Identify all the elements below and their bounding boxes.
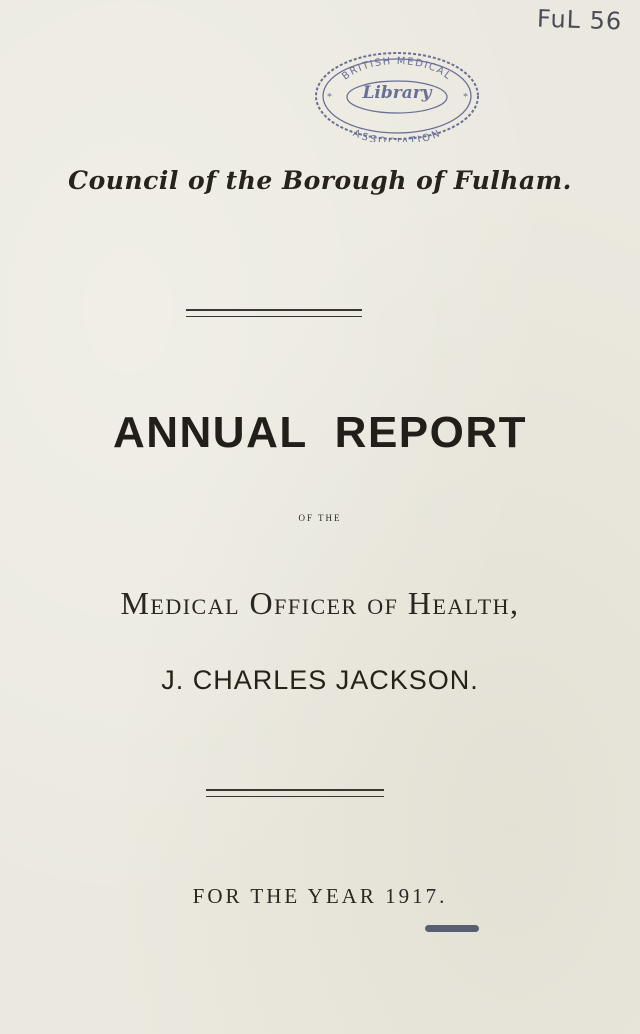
of-the-text: OF THE bbox=[298, 513, 342, 523]
double-rule-top bbox=[186, 309, 362, 317]
handwritten-shelfmark: FuL 56 bbox=[536, 4, 623, 36]
stamp-top-text: BRITISH MEDICAL bbox=[340, 55, 454, 83]
report-year: FOR THE YEAR 1917. bbox=[192, 884, 448, 908]
ink-underline-mark bbox=[425, 925, 479, 932]
svg-text:*: * bbox=[463, 92, 468, 103]
council-heading: Council of the Borough of Fulham. bbox=[68, 166, 572, 195]
officer-title: Medical Officer of Health, bbox=[120, 585, 520, 621]
officer-name: J. CHARLES JACKSON. bbox=[161, 665, 479, 695]
double-rule-bottom bbox=[206, 789, 384, 797]
stamp-bottom-text: ASSO TION bbox=[351, 127, 443, 142]
svg-text:*: * bbox=[327, 92, 332, 103]
library-stamp bbox=[313, 50, 481, 142]
report-title: ANNUAL REPORT bbox=[112, 408, 528, 457]
svg-text:BRITISH MEDICAL bbox=[340, 56, 453, 83]
stamp-library-text: Library bbox=[362, 83, 432, 103]
